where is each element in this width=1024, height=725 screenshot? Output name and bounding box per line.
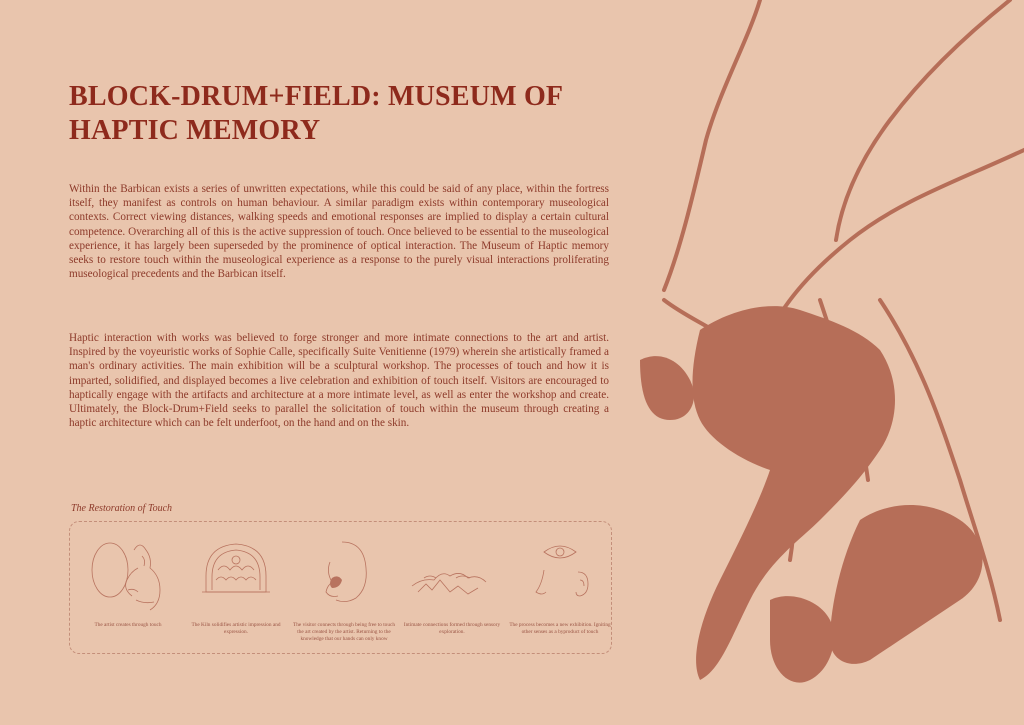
step-caption: The visitor connects through being free to touch the art created by the artist. Returning to the knowledge that our hands can only know [293, 622, 395, 642]
step-caption: Intimate connections formed through sensory exploration. [403, 622, 501, 635]
hand-illustration [630, 0, 1024, 725]
restoration-strip [69, 521, 612, 654]
restoration-step [76, 530, 180, 652]
step-caption: The process becomes a new exhibition. Igniting other senses as a byproduct of touch [509, 622, 611, 635]
touching-face-icon [292, 530, 396, 620]
senses-icon [508, 530, 612, 620]
restoration-step [508, 530, 612, 652]
haptic-paragraph: Haptic interaction with works was believed to forge stronger and more intimate connections to the art and artist. Inspired by the voyeuristic works of Sophie Calle, specifically Suite Venitienne (1979) wherein she artistically framed a man's ordinary activities. The main exhibition will be a sculptural workshop. The processes of touch and how it is imparted, solidified, and displayed becomes a live celebration and exhibition of touch itself. Visitors are encouraged to haptically engage with the artifacts and architecture at a more intimate level, as well as enter the workshop and create. Ultimately, the Block-Drum+Field seeks to parallel the solicitation of touch within the museum through creating a haptic architecture which can be felt underfoot, on the hand and on the skin. [69, 332, 609, 430]
restoration-step [184, 530, 288, 652]
restoration-title: The Restoration of Touch [71, 503, 173, 514]
page-title: BLOCK-DRUM+FIELD: MUSEUM OF HAPTIC MEMORY [69, 81, 563, 146]
sculpting-head-icon [76, 530, 180, 620]
kiln-relief-icon [184, 530, 288, 620]
hands-landscape-icon [400, 530, 504, 620]
step-caption: The Kiln solidifies artistic impression and expression. [191, 622, 281, 635]
step-caption: The artist creates through touch [94, 622, 162, 628]
intro-paragraph: Within the Barbican exists a series of unwritten expectations, while this could be said of any place, within the fortress itself, they manifest as controls on human behaviour. A similar paradigm exists within contemporary museological contexts. Correct viewing distances, walking speeds and emotional responses are implied to display a certain cultural competence. Overarching all of this is the active suppression of touch. Once believed to be essential to the museological experience, it has largely been superseded by the prominence of optical interaction. The Museum of Haptic memory seeks to restore touch within the museological experience as a response to the purely visual interactions proliferating museological precedents and the Barbican itself. [69, 183, 609, 281]
restoration-step [292, 530, 396, 652]
restoration-step [400, 530, 504, 652]
